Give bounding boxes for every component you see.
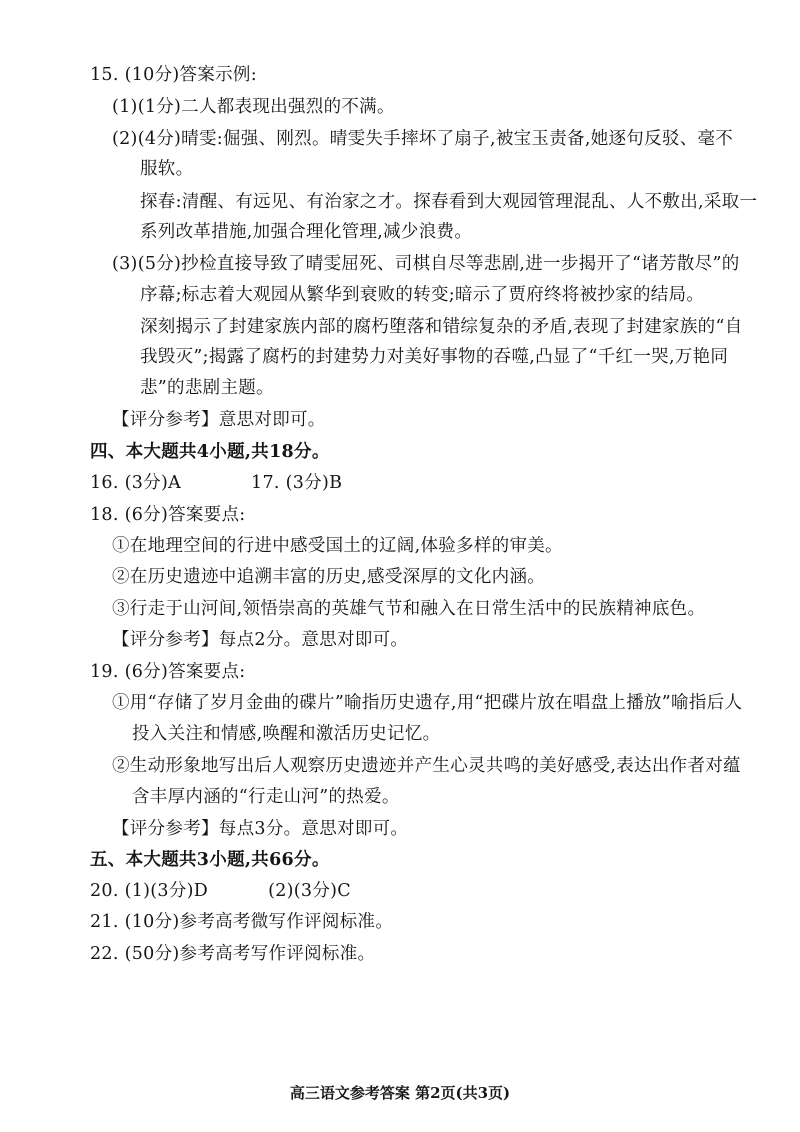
q22-answer: 22. (50分)参考高考写作评阅标准。 xyxy=(90,944,376,964)
q18-scoring-note: 【评分参考】每点2分。意思对即可。 xyxy=(112,630,409,650)
q20-row xyxy=(90,879,351,903)
q15-part3-line2: 序幕;标志着大观园从繁华到衰败的转变;暗示了贾府终将被抄家的结局。 xyxy=(140,285,705,305)
q16-answer: 16. (3分)A xyxy=(90,473,182,493)
q15-part1: (1)(1分)二人都表现出强烈的不满。 xyxy=(112,97,395,117)
q15-part3-line1: (3)(5分)抄检直接导致了晴雯屈死、司棋自尽等悲剧,进一步揭开了“诸芳散尽”的 xyxy=(112,254,740,274)
q15-scoring-note: 【评分参考】意思对即可。 xyxy=(112,410,326,430)
q19-point2-line1: ②生动形象地写出后人观察历史遗迹并产生心灵共鸣的美好感受,表达出作者对蕴 xyxy=(112,756,741,776)
q15-part3-line3: 深刻揭示了封建家族内部的腐朽堕落和错综复杂的矛盾,表现了封建家族的“自 xyxy=(140,317,743,337)
q18-point2: ②在历史遗迹中追溯丰富的历史,感受深厚的文化内涵。 xyxy=(112,567,546,587)
q17-answer: 17. (3分)B xyxy=(251,473,343,493)
q20-part2: (2)(3分)C xyxy=(268,881,351,901)
q15-part3-line4: 我毁灭”;揭露了腐朽的封建势力对美好事物的吞噬,凸显了“千红一哭,万艳同 xyxy=(140,347,729,367)
q19-point1-line1: ①用“存储了岁月金曲的碟片”喻指历史遗存,用“把碟片放在唱盘上播放”喻指后人 xyxy=(112,693,743,713)
q15-part2-line1: (2)(4分)晴雯:倔强、刚烈。晴雯失手摔坏了扇子,被宝玉责备,她逐句反驳、毫不 xyxy=(112,129,734,149)
q19-heading: 19. (6分)答案要点: xyxy=(90,662,246,682)
section-4-title: 四、本大题共4小题,共18分。 xyxy=(90,442,330,462)
q21-answer: 21. (10分)参考高考微写作评阅标准。 xyxy=(90,912,394,932)
q18-point1: ①在地理空间的行进中感受国土的辽阔,体验多样的审美。 xyxy=(112,536,563,556)
q19-scoring-note: 【评分参考】每点3分。意思对即可。 xyxy=(112,819,409,839)
q15-part3-line5: 悲”的悲剧主题。 xyxy=(140,378,274,398)
q18-heading: 18. (6分)答案要点: xyxy=(90,505,246,525)
q15-part2-line3: 探春:清醒、有远见、有治家之才。探春看到大观园管理混乱、人不敷出,采取一 xyxy=(140,192,758,212)
section-5-title: 五、本大题共3小题,共66分。 xyxy=(90,850,330,870)
q18-point3: ③行走于山河间,领悟崇高的英雄气节和融入在日常生活中的民族精神底色。 xyxy=(112,599,706,619)
q16-q17-row xyxy=(90,471,342,495)
q19-point2-line2: 含丰厚内涵的“行走山河”的热爱。 xyxy=(132,787,400,807)
q15-part2-line2: 服软。 xyxy=(140,159,194,179)
q20-part1: 20. (1)(3分)D xyxy=(90,881,209,901)
q19-point1-line2: 投入关注和情感,唤醒和激活历史记忆。 xyxy=(132,724,441,744)
q15-part2-line4: 系列改革措施,加强合理化管理,减少浪费。 xyxy=(140,222,473,242)
page-footer: 高三语文参考答案 第2页(共3页) xyxy=(289,1084,511,1102)
q15-heading: 15. (10分)答案示例: xyxy=(90,65,257,85)
